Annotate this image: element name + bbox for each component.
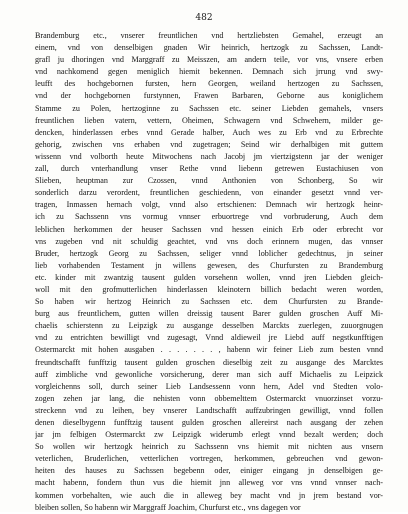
- text-line: auff zimbliche vnd gewonliche vorsicherung, derer man sich auff Michaelis zu Leipzick: [35, 369, 383, 379]
- text-line: leufft des hochgebornen fursten, hern Georgen, weiland hertzogen zu Sachssen,: [35, 79, 383, 89]
- text-line: einem, vnd von denselbigen gnaden Wir heinrich, hertzogk zu Sachssen, Landt-: [35, 43, 383, 53]
- text-line: vnd zu entrichten bewilligt vnd zugesagt, Vnnd aldieweil jre Liebd auff negstkunfftigen: [35, 333, 383, 343]
- text-line: wissenn vnd volborth heute Mitwochens nach Jacobj jm viertzigstenn jar der weniger: [35, 151, 383, 161]
- text-line: dencken, hinderlassen erbes vnnd Gerade halber, Auch wes zu Erb vnd zu Erbrechte: [35, 127, 383, 137]
- text-line: gehorig, zwischen vns erhaben vnd zugetragen; Seind wir derhalbigen mit guttem: [35, 139, 383, 149]
- text-line: tragen, Inmassen hernach volgt, vnnd also ertschienen: Demnach wir hertzogk heinr-: [35, 200, 383, 210]
- text-line: woll mit den grofmutterlichen hinderlassen kleinotern billich bedacht weren worden,: [35, 284, 383, 294]
- text-line: vnd nachkomend gegen meniglich hiemit bekennen. Demnach sich jrrung vnd swy-: [35, 67, 383, 77]
- text-line: sonderlich darzu verordent, freuntlichen geschiedenn, von einander gesetzt vnnd ver-: [35, 188, 383, 198]
- text-line: bleiben sollen, So habenn wir Marggraff Joachim, Churfurst etc., vns dagegen vor: [35, 502, 301, 512]
- text-line: Brandemburg etc., vnserer freuntlichen vnd hertzliebsten Gemahel, erzeugt an: [35, 31, 383, 40]
- text-line: So wollen wir hertzogk heinrich zu Sachssenn vns hiemit mit nichten aus vnsern: [35, 442, 383, 452]
- text-line: etc. kinder mit zwantzig tausent gulden vorsehenn wollen, vnnd jren Liebden gleich-: [35, 272, 383, 282]
- text-line: ich zu Sachssenn vns vormug vnnser erbuortrege vnd vorbruderung, Auch dem: [35, 212, 383, 222]
- text-line: chaelis schierstenn zu Leipzigk zu ausgange desselben Marckts zuerlegen, zuuorgnugen: [35, 321, 383, 331]
- page-number: 482: [195, 13, 213, 23]
- body-text: [35, 30, 383, 514]
- text-line: Slieben, heuptman zur Czossen, vnnd Anthonien von Schonberg, So wir: [35, 176, 383, 186]
- text-line: Stamme zu Polen, hertzoginne zu Sachssen etc. seiner Liebden gemahels, vnsers: [35, 103, 383, 113]
- text-line: vorgleichenns soll, durch seiner Lieb Landsessenn vonn hern, Adel vnd Stedten volo-: [35, 381, 383, 391]
- text-line: grafl ju dhoringen vnd Marggraff zu Meisszen, am andern teile, vor vns, vnsere erben: [35, 55, 383, 65]
- text-line: So haben wir hertzog Heinrich zu Sachssen etc. dem Churfursten zu Brande-: [35, 297, 383, 307]
- text-line: leblichen herkommen der heuser Sachssen vnd hessen einich Erb oder erbrecht vor: [35, 224, 383, 234]
- text-line: Bruder, hertzogk Georg zu Sachssen, seliger vnnd loblicher gedechtnus, jn seiner: [35, 248, 383, 258]
- text-line: jar jm felbigen Ostermarckt zw Leipzigk widerumb erlegt vnnd bezalt werden; doch: [35, 430, 383, 440]
- text-line: vns zugeben vnd nit schuldig geachtet, vnd vns doch erinnern mugen, das vnnser: [35, 236, 383, 246]
- text-line: denen dieselbygenn funfftzig tausent gulden groschen allereirst nach ausgang der zehen: [35, 418, 383, 427]
- text-line: vnd der hochgebornen furstynnen, Frawen Barbaren, Geborne aus koniglichem: [35, 91, 383, 101]
- text-line: burg aus freuntlichem, gutten willen dreissig tausent Barer gulden groschen Auff Mi-: [35, 309, 383, 319]
- text-line: streckenn vnd zu leihen, bey vnserer Landtschafft auffzubringen gewilligt, vnnd follen: [35, 405, 383, 415]
- text-line: zogen zehen jar lang, die nehisten vonn obbemelttem Ostermarckt vnuorzinset vorzu-: [35, 393, 383, 403]
- text-line: Ostermarckt mit hohen ausgaben . . . . . . . , habenn wir feiner Lieb zum besten vnnd: [35, 345, 383, 355]
- text-line: macht habenn, fondern thun vus die hiemit jnn alleweg vor vns vnnd vnnser nach-: [35, 478, 383, 488]
- text-line: kommen vorbehalten, wie auch die in alleweg bey macht vnd jn jrem bestand vor-: [35, 490, 383, 500]
- text-line: lieb vorhabenden Testament jn willens gewesen, des Churfursten zu Brandemburg: [35, 260, 383, 270]
- text-line: heiten des hauses zu Sachssen begebenn oder, einiger eingang jn denselbigen ge-: [35, 466, 383, 476]
- text-line: veterlichen, Bruderlichen, vetterlichen vortregen, herkommen, gebreuchen vnd gewon-: [35, 454, 383, 464]
- text-line: freundtschafft funfftzig tausent gulden groschen dieselbig zeit zu ausgange des Marcktes: [35, 357, 383, 367]
- text-line: zall, durch vnterhandlung vnser Rethe vnnd liebenn getrewen Eustachiusen von: [35, 164, 383, 174]
- text-line: freuntlichen lieben vatern, vettern, Oheimen, Schwagern vnd Schwehern, milder ge-: [35, 115, 383, 125]
